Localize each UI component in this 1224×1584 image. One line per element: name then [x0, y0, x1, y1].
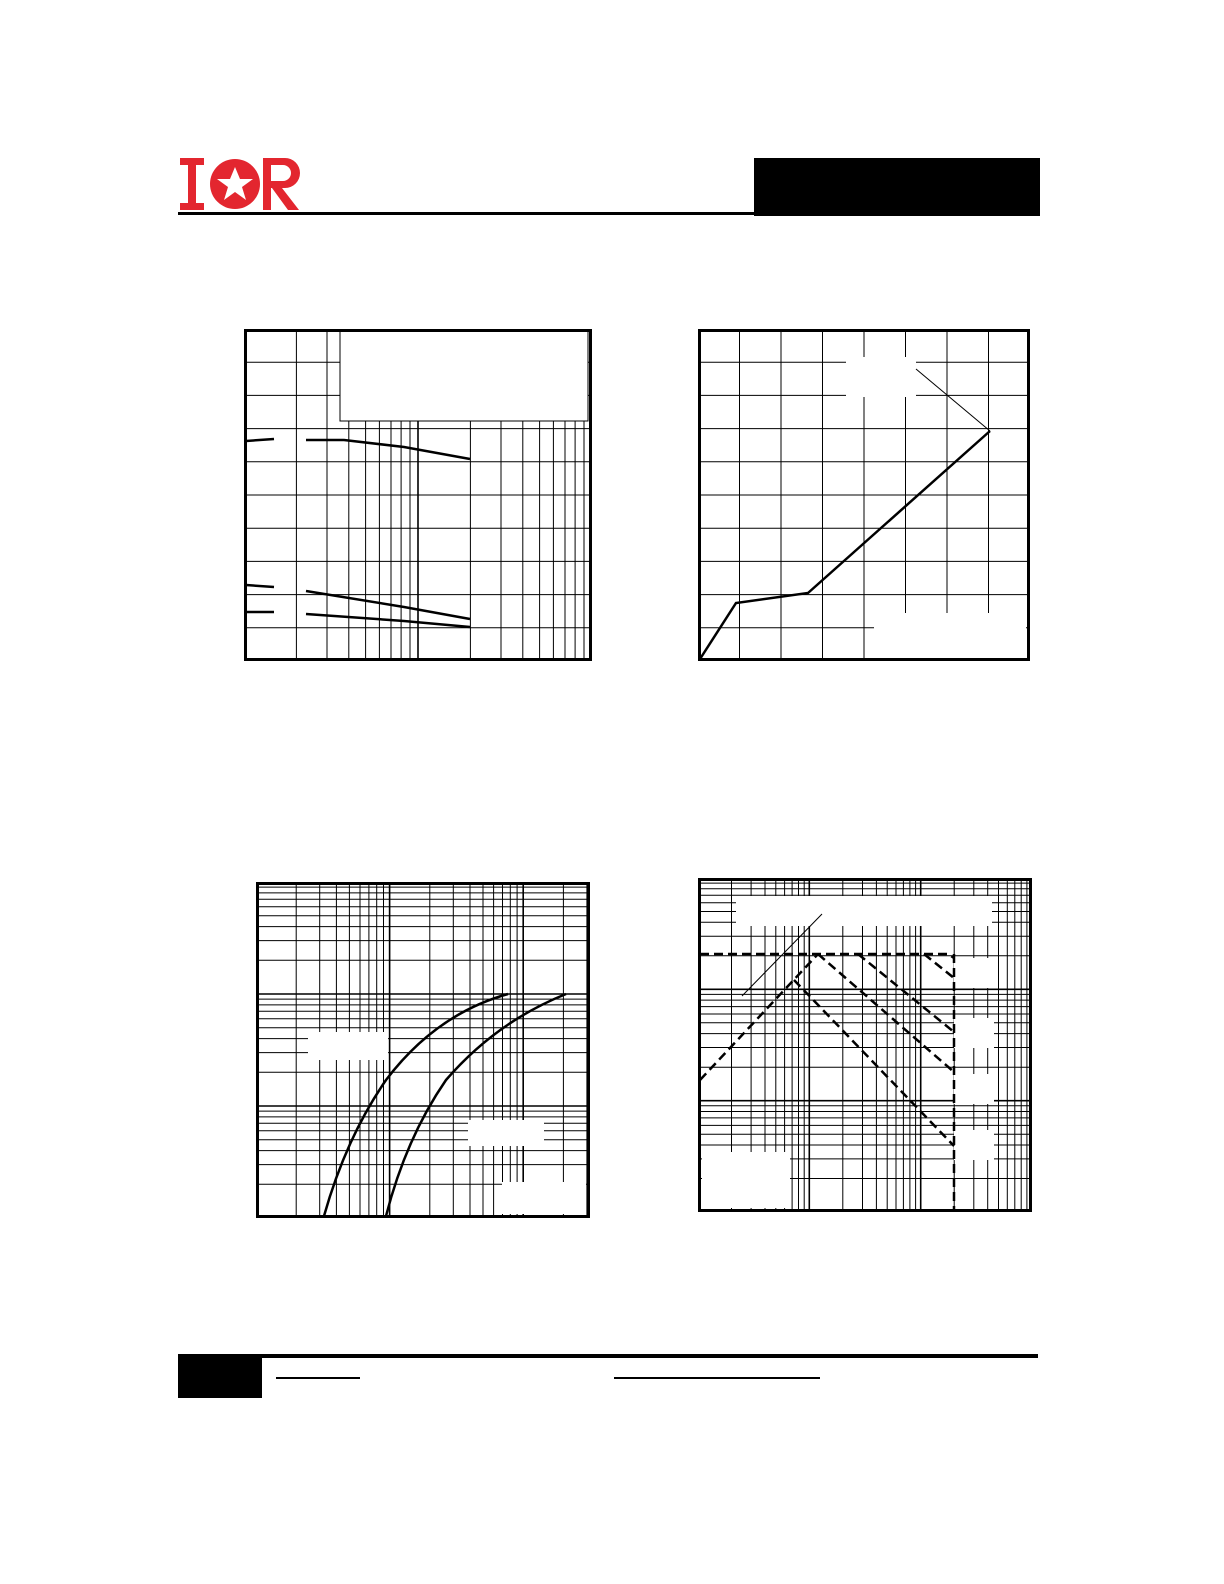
ior-logo-icon [178, 157, 303, 212]
footer-link-underline[interactable] [614, 1377, 820, 1379]
series-line [700, 954, 818, 1080]
header-rule [178, 212, 758, 215]
series-line [306, 440, 470, 459]
series-line [794, 980, 954, 1146]
footer-rule [178, 1354, 1038, 1358]
label-mask [874, 613, 1026, 658]
series-line [306, 614, 470, 627]
chart-2 [698, 329, 1030, 661]
chart-4 [698, 878, 1032, 1212]
series-line [818, 954, 954, 1072]
series-line [924, 954, 954, 978]
label-mask [954, 1074, 994, 1104]
label-mask [954, 1018, 994, 1048]
chart-1 [244, 329, 592, 661]
part-number-box [754, 158, 1040, 216]
series-line [246, 585, 274, 587]
label-mask [846, 357, 916, 397]
legend-box [736, 896, 992, 926]
chart-3 [256, 882, 590, 1218]
label-mask [468, 1120, 544, 1146]
footer-link-underline[interactable] [276, 1377, 360, 1379]
series-line [246, 439, 274, 441]
label-mask [954, 958, 994, 988]
label-mask [502, 1182, 586, 1214]
page-number-box [178, 1356, 262, 1398]
legend-box [340, 331, 588, 421]
annotation-leader [916, 369, 990, 431]
label-mask [308, 1032, 388, 1060]
plot-frame [258, 884, 589, 1217]
label-mask [702, 1152, 790, 1208]
label-mask [954, 1130, 994, 1160]
